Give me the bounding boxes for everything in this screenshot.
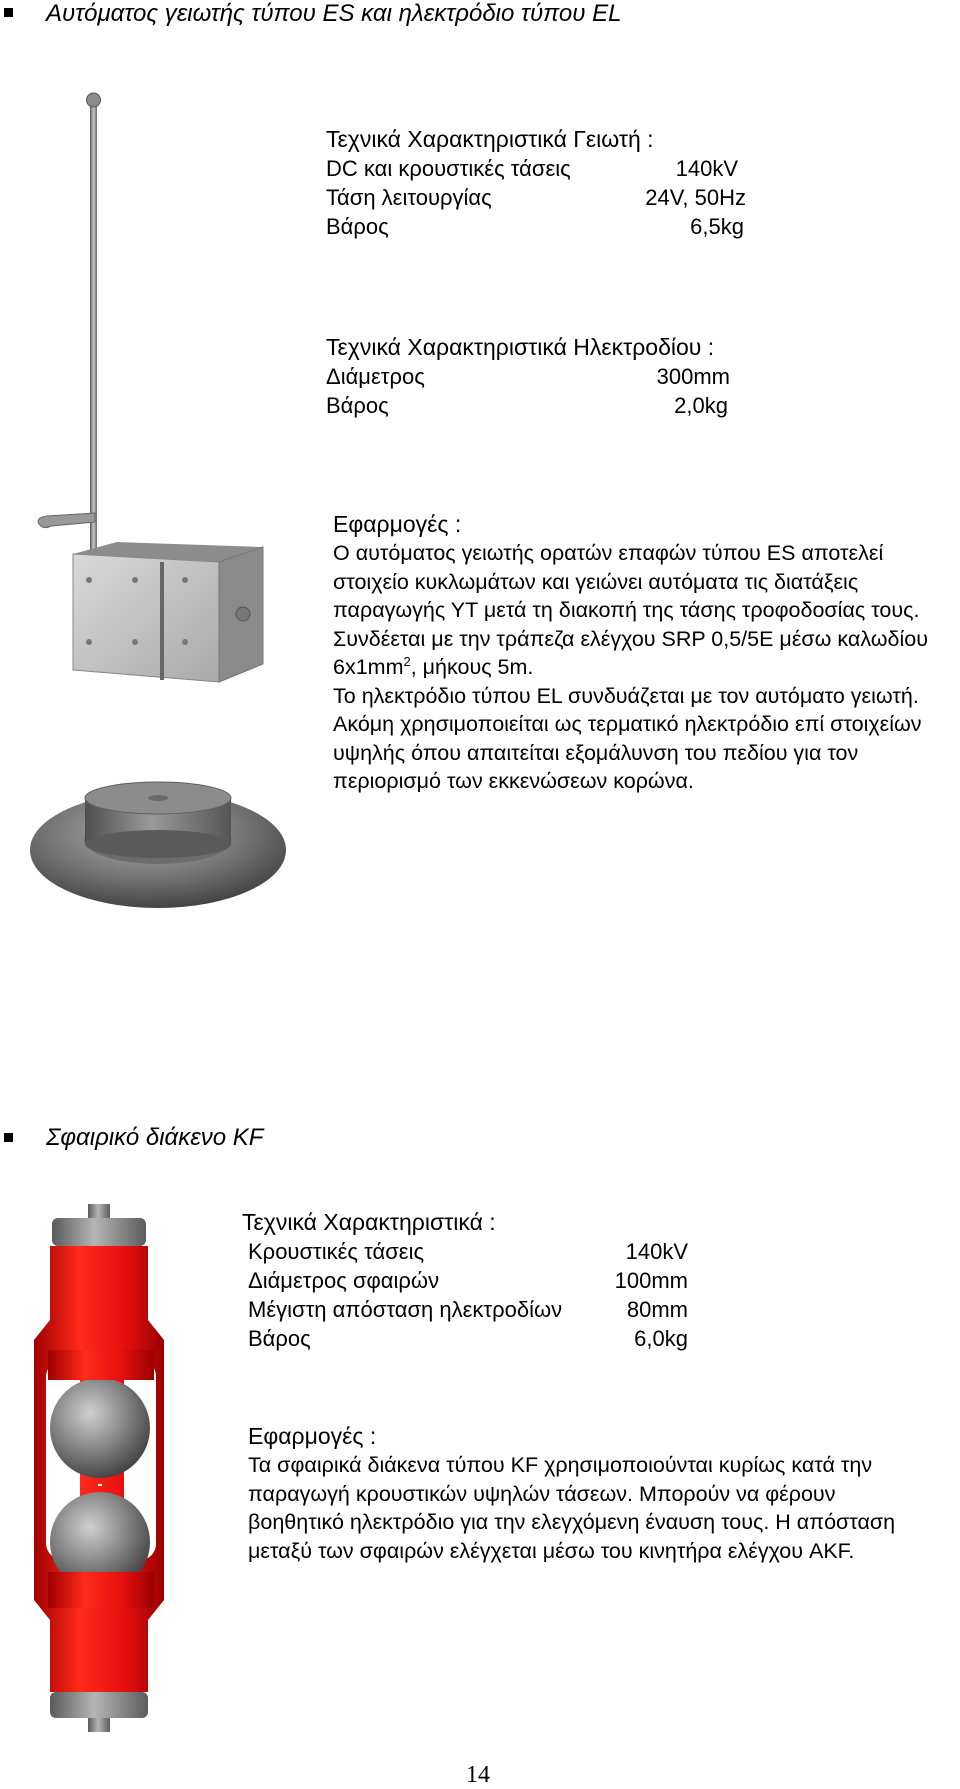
electrode-torus <box>30 782 286 908</box>
applications-text: Τα σφαιρικά διάκενα τύπου KF χρησιμοποιούνται κυρίως κατά την παραγωγή κρουστικών υψηλών τάσεων. Μπορούν να φέρουν βοηθητικό ηλεκτρόδιο για την ελεγχόμενη έναυση τους. Η απόσταση μεταξύ των σφαιρών ελέγχεται μέσω του κινητήρα ελέγχου AKF. <box>248 1453 896 1563</box>
grounder-specs-title: Τεχνικά Χαρακτηριστικά Γειωτή : <box>326 126 654 152</box>
sphere-upper <box>50 1378 150 1478</box>
top-cap <box>52 1204 146 1246</box>
spec-value: 6,5kg <box>690 214 744 239</box>
spec-value: 6,0kg <box>634 1326 688 1351</box>
bullet-marker <box>4 1133 13 1142</box>
grounder-specs <box>326 125 746 241</box>
section-heading-es-el: Αυτόματος γειωτής τύπου ES και ηλεκτρόδιο τύπου EL <box>46 0 622 27</box>
applications-paragraph: Το ηλεκτρόδιο τύπου EL συνδυάζεται με τον αυτόματο γειωτή. Ακόμη χρησιμοποιείται ως τερματικό ηλεκτρόδιο επί στοιχείων υψηλής όπου απαιτείται εξομάλυνση του πεδίου για τον περιορισμό των εκκενώσεων κορώνα. <box>333 683 922 793</box>
electrode-specs <box>326 333 746 420</box>
spec-label: Τάση λειτουργίας <box>326 185 492 210</box>
applications-title: Εφαρμογές : <box>333 511 462 537</box>
spec-value: 140kV <box>675 156 738 181</box>
spec-row <box>326 212 746 241</box>
electrode-specs-title: Τεχνικά Χαρακτηριστικά Ηλεκτροδίου : <box>326 334 715 360</box>
bottom-cap <box>50 1692 148 1732</box>
spec-label: Μέγιστη απόσταση ηλεκτροδίων <box>248 1297 563 1322</box>
spec-row <box>248 1295 688 1324</box>
grounder-electrode-illustration <box>25 92 295 932</box>
spec-value: 140kV <box>625 1239 688 1264</box>
spec-value: 100mm <box>614 1268 688 1293</box>
applications-text <box>333 539 953 796</box>
applications-paragraph: Ο αυτόματος γειωτής ορατών επαφών τύπου ES αποτελεί στοιχείο κυκλωμάτων και γειώνει αυτόματα τις διατάξεις παραγωγής ΥΤ μετά τη διακοπή της τάσης τροφοδοσίας τους. Συνδέεται με την τράπεζα ελέγχου SRP 0,5/5E μέσω καλωδίου $6x1mm^2$, μήκους 5m. <box>333 541 929 679</box>
spec-value: 2,0kg <box>674 393 728 418</box>
spec-row <box>248 1324 688 1353</box>
spec-row <box>326 183 746 212</box>
spec-row <box>326 362 742 391</box>
spec-row <box>326 154 746 183</box>
sphere-gap-illustration <box>30 1200 200 1745</box>
spec-label: Βάρος <box>326 393 389 418</box>
spec-label: Βάρος <box>248 1326 311 1351</box>
kf-specs-title: Τεχνικά Χαρακτηριστικά : <box>242 1209 496 1235</box>
spec-value: 80mm <box>626 1297 688 1322</box>
spec-value: 300mm <box>656 364 730 389</box>
applications-kf <box>248 1422 938 1565</box>
spec-row <box>326 391 742 420</box>
spec-label: DC και κρουστικές τάσεις <box>326 156 571 181</box>
grounder-rod <box>87 93 101 555</box>
spec-label: Βάρος <box>326 214 389 239</box>
applications-title: Εφαρμογές : <box>248 1423 377 1449</box>
kf-specs <box>242 1208 702 1353</box>
spec-label: Κρουστικές τάσεις <box>248 1239 425 1264</box>
bullet-marker <box>4 8 13 17</box>
page-number: 14 <box>466 1762 490 1788</box>
spec-row <box>248 1237 688 1266</box>
grounder-arm <box>38 513 95 528</box>
spec-label: Διάμετρος <box>326 364 425 389</box>
spec-row <box>248 1266 688 1295</box>
grounder-box <box>73 542 263 682</box>
spec-label: Διάμετρος σφαιρών <box>248 1268 440 1293</box>
applications-es-el <box>333 510 960 796</box>
spec-value: 24V, 50Hz <box>645 185 746 210</box>
section-heading-kf: Σφαιρικό διάκενο KF <box>46 1124 264 1151</box>
